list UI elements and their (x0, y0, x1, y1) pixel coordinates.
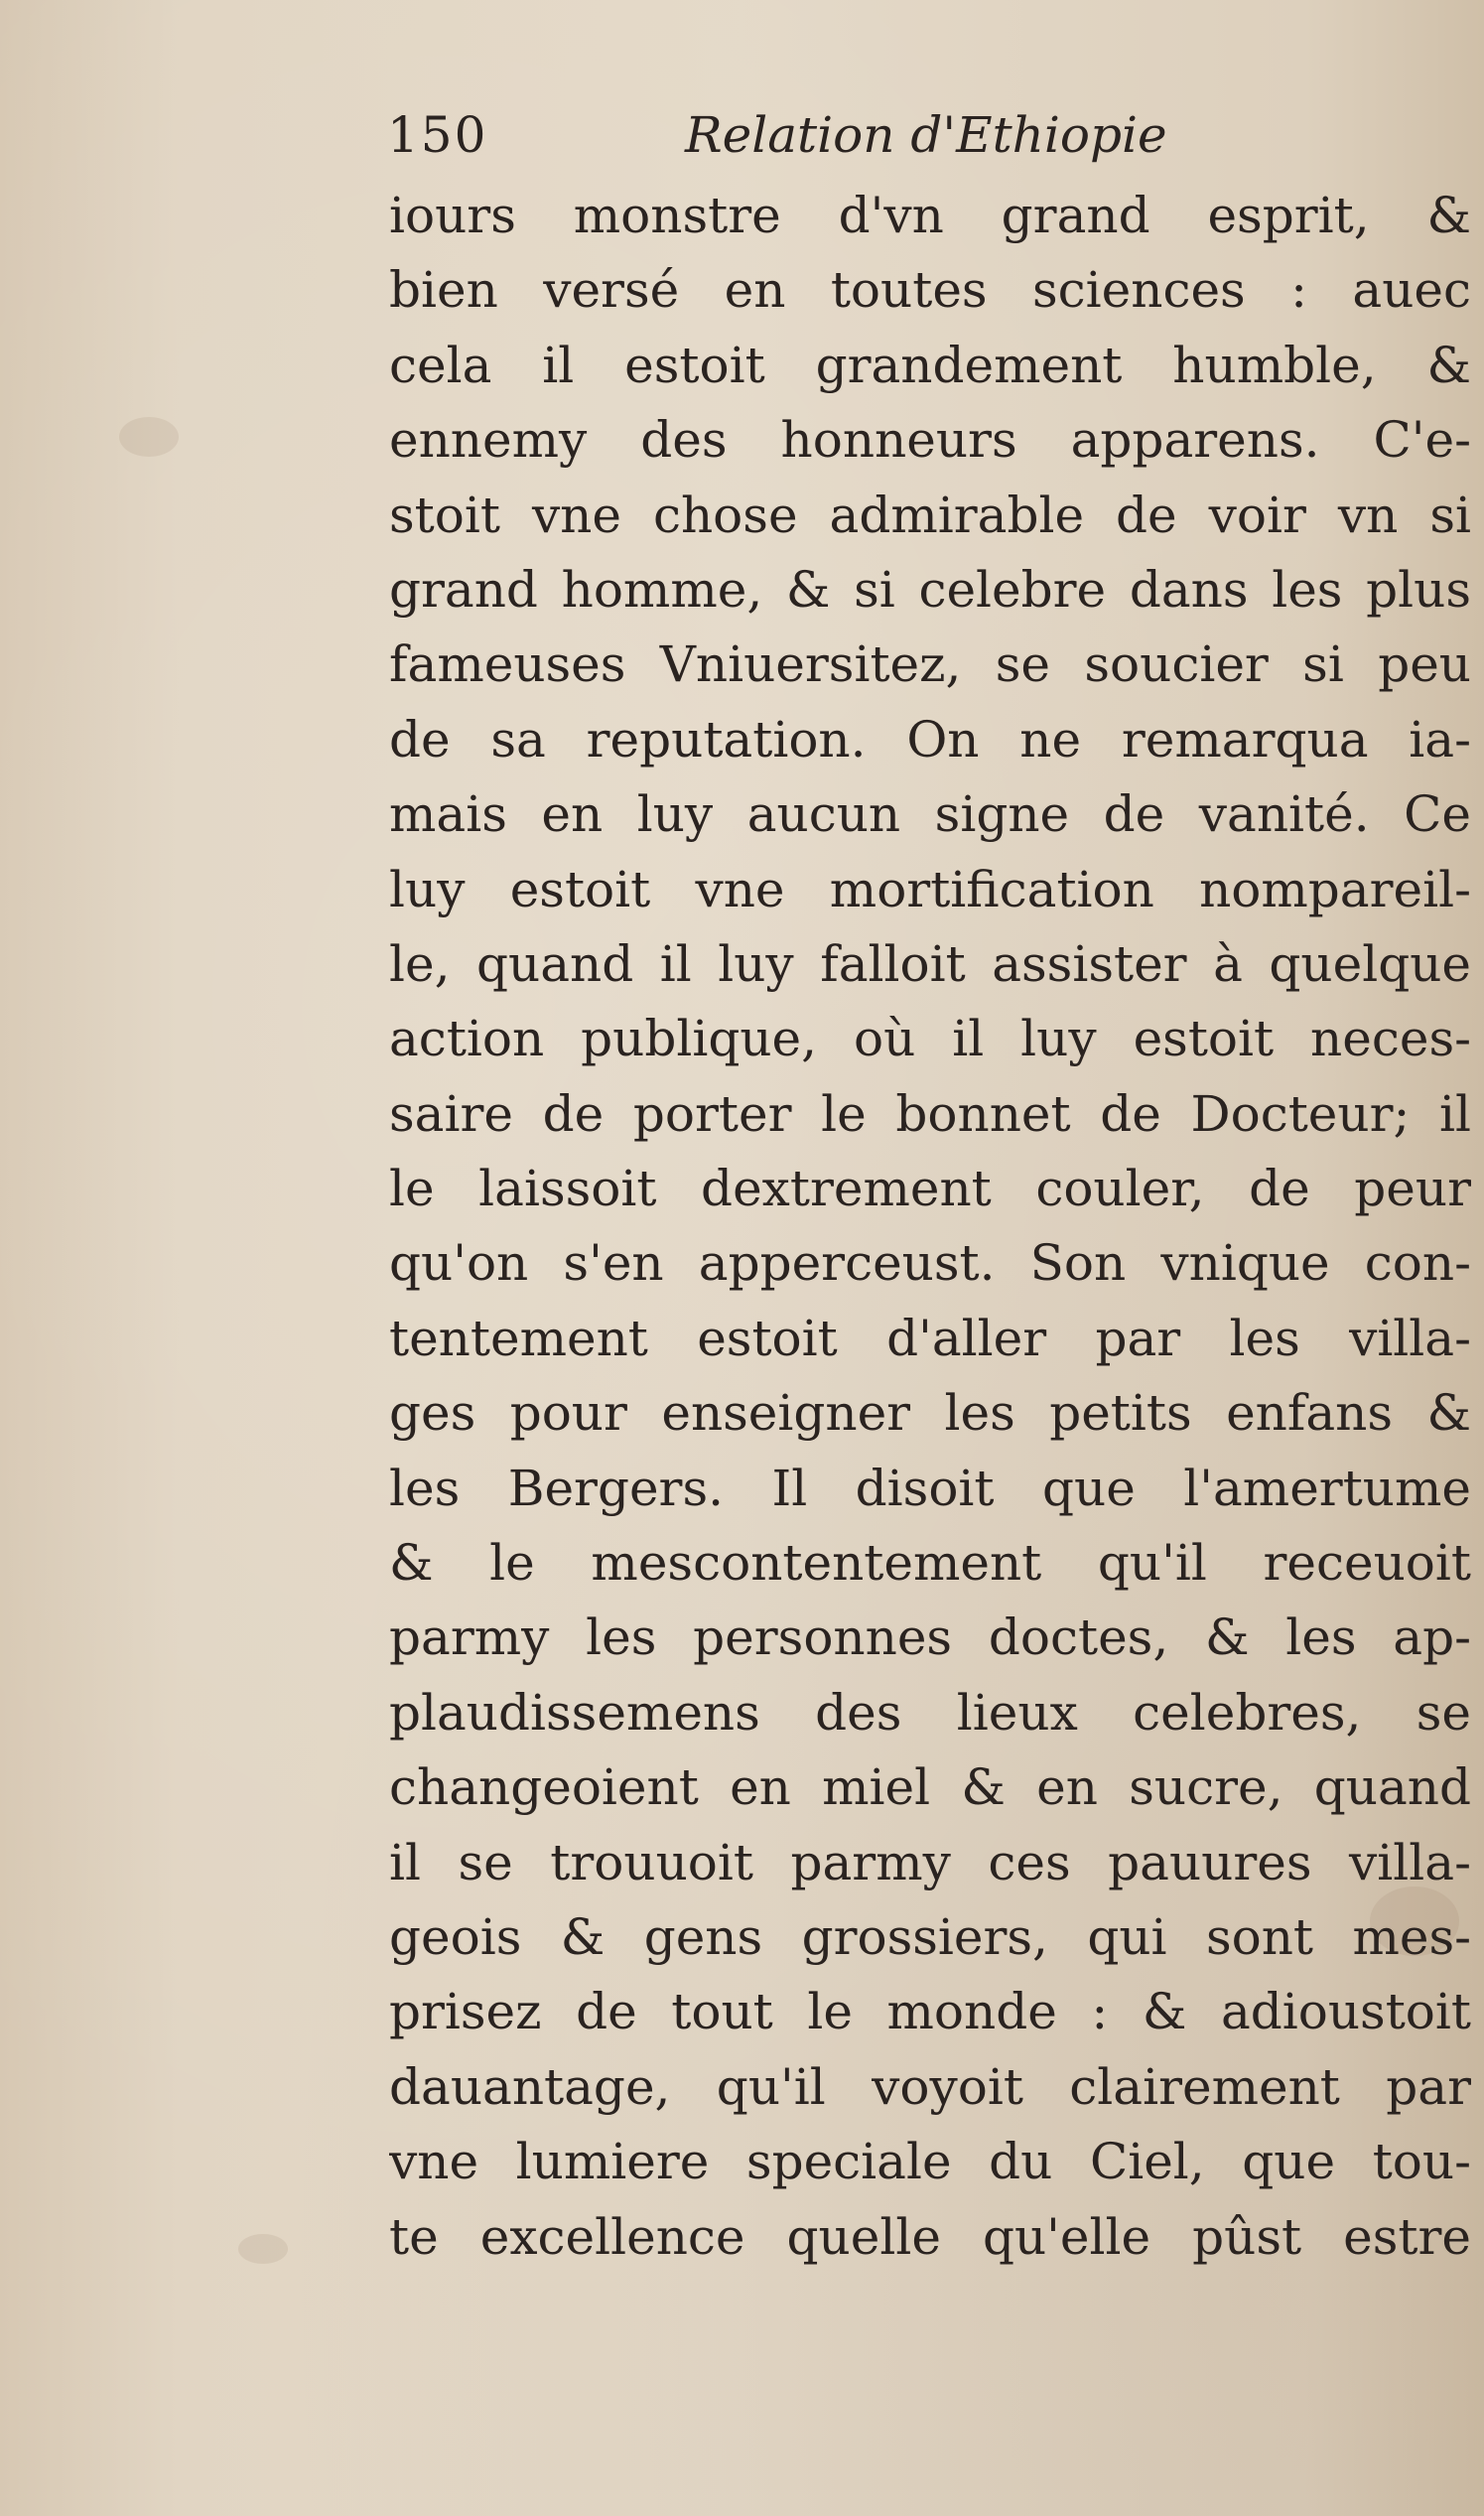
text-line: vne lumiere speciale du Ciel, que tou- (389, 2133, 1471, 2191)
text-line: les Bergers. Il disoit que l'amertume (389, 1459, 1471, 1517)
text-line: te excellence quelle qu'elle pûst estre (389, 2207, 1471, 2266)
text-line: geois & gens grossiers, qui sont mes- (389, 1907, 1471, 1966)
text-line: il se trouuoit parmy ces pauures villa- (389, 1833, 1471, 1891)
body-text (389, 179, 1471, 2275)
text-line: action publique, où il luy estoit neces- (389, 1010, 1471, 1068)
text-line: qu'on s'en apperceust. Son vnique con- (389, 1234, 1471, 1293)
text-line: ennemy des honneurs apparens. C'e- (389, 411, 1471, 470)
text-line: cela il estoit grandement humble, & (389, 336, 1471, 394)
text-line: le laissoit dextrement couler, de peur (389, 1160, 1471, 1218)
text-line: iours monstre d'vn grand esprit, & (389, 187, 1471, 244)
text-line: luy estoit vne mortification nompareil- (389, 860, 1471, 918)
text-line: changeoient en miel & en sucre, quand (389, 1758, 1471, 1817)
text-line: de sa reputation. On ne remarqua ia- (389, 710, 1471, 769)
text-line: fameuses Vniuersitez, se soucier si peu (389, 635, 1471, 694)
paper-stain (119, 417, 179, 457)
running-title: Relation d'Ethiopie (685, 106, 1167, 164)
text-line: saire de porter le bonnet de Docteur; il (389, 1084, 1471, 1143)
page-number: 150 (387, 106, 488, 164)
text-line: tentement estoit d'aller par les villa- (389, 1309, 1471, 1367)
text-line: prisez de tout le monde : & adioustoit (389, 1983, 1471, 2041)
text-line: mais en luy aucun signe de vanité. Ce (389, 785, 1471, 844)
paper-stain (238, 2234, 288, 2264)
text-line: dauantage, qu'il voyoit clairement par (389, 2057, 1471, 2116)
text-line: parmy les personnes doctes, & les ap- (389, 1608, 1471, 1667)
text-line: le, quand il luy falloit assister à quelque (389, 934, 1471, 993)
text-line: & le mescontentement qu'il receuoit (389, 1534, 1471, 1593)
page-header (387, 95, 1201, 175)
text-line: plaudissemens des lieux celebres, se (389, 1683, 1471, 1742)
text-line: ges pour enseigner les petits enfans & (389, 1384, 1471, 1443)
text-line: grand homme, & si celebre dans les plus (389, 560, 1471, 619)
text-line: bien versé en toutes sciences : auec (389, 261, 1471, 320)
text-line: stoit vne chose admirable de voir vn si (389, 486, 1471, 544)
